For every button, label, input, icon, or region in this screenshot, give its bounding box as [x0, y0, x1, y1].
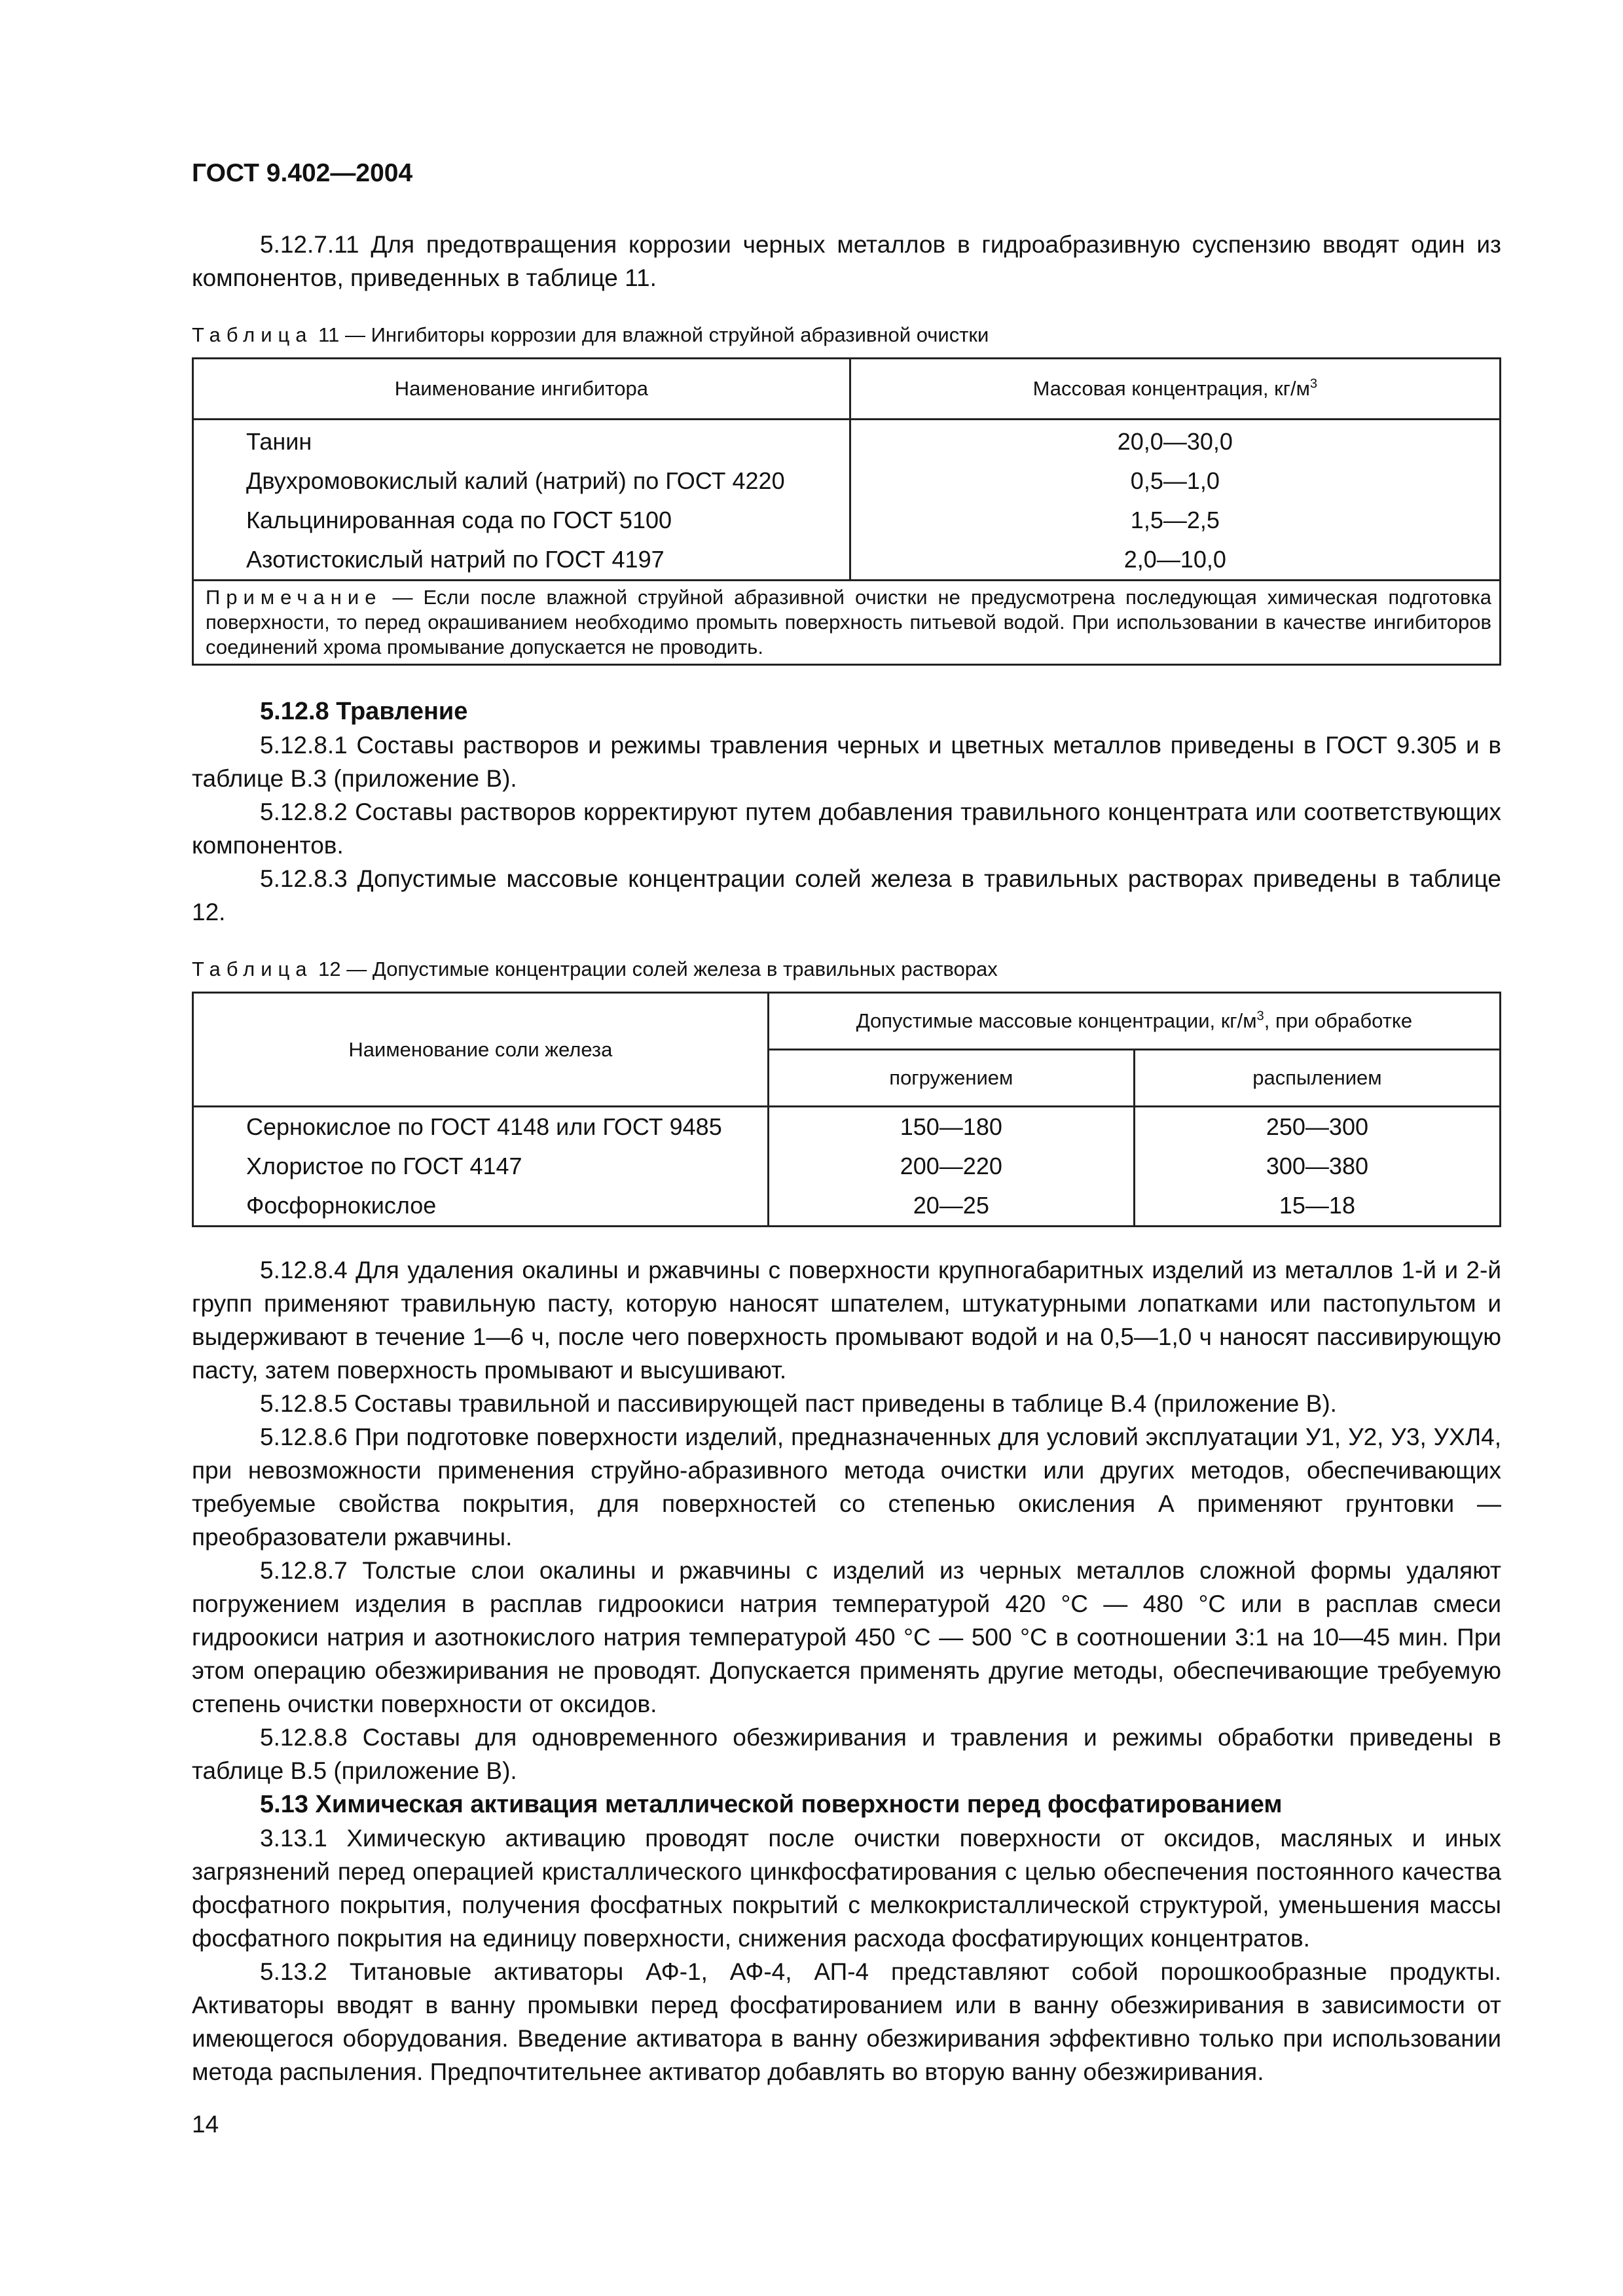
table-row — [193, 461, 1501, 501]
table-row — [193, 1147, 1501, 1186]
table-11 — [192, 357, 1501, 666]
inhibitor-name: Танин — [193, 420, 850, 462]
inhibitor-concentration: 2,0—10,0 — [850, 540, 1500, 581]
table-note-row — [193, 581, 1501, 665]
column-header-group — [768, 993, 1500, 1050]
column-header-concentration — [850, 359, 1500, 420]
inhibitor-name: Азотистокислый натрий по ГОСТ 4197 — [193, 540, 850, 581]
table-row — [193, 540, 1501, 581]
caption-text: 11 — Ингибиторы коррозии для влажной струйной абразивной очистки — [312, 323, 989, 346]
inhibitor-concentration: 20,0—30,0 — [850, 420, 1500, 462]
note-text: — Если после влажной струйной абразивной очистки не предусмотрена последующая химическая подготовка поверхности, то перед окрашиванием необходимо промыть поверхность питьевой водой. При использовании в качестве ингибиторов соединений хрома промывание допускается не проводить. — [206, 586, 1491, 658]
superscript: 3 — [1309, 376, 1318, 391]
paragraph-5-12-8-1: 5.12.8.1 Составы растворов и режимы травления черных и цветных металлов приведены в ГОСТ 9.305 и в таблице В.3 (приложение В). — [192, 732, 1501, 792]
paragraph-5-12-8-7: 5.12.8.7 Толстые слои окалины и ржавчины с изделий из черных металлов сложной формы удаляют погружением изделия в расплав гидроокиси натрия температурой 420 °С — 480 °С или в расплав смеси гидроокиси натрия и азотнокислого натрия температурой 450 °С — 500 °С в соотношении 3:1 на 10—45 мин. При этом операцию обезжиривания не проводят. Допускается применять другие методы, обеспечивающие требуемую степень очистки поверхности от оксидов. — [192, 1557, 1501, 1717]
column-header-spraying: распылением — [1134, 1050, 1500, 1107]
note-word: Примечание — [206, 586, 382, 609]
table-11-caption — [192, 321, 1501, 350]
table-row — [193, 420, 1501, 462]
paragraph-5-13-2: 5.13.2 Титановые активаторы АФ-1, АФ-4, АП-4 представляют собой порошкообразные продукты. Активаторы вводят в ванну промывки перед фосфатированием или в ванну обезжиривания в зависимости от имеющегося оборудования. Введение активатора в ванну обезжиривания эффективно только при использовании метода распыления. Предпочтительнее активатор добавлять во вторую ванну обезжиривания. — [192, 1958, 1501, 2085]
salt-name: Хлористое по ГОСТ 4147 — [193, 1147, 769, 1186]
inhibitor-concentration: 0,5—1,0 — [850, 461, 1500, 501]
superscript: 3 — [1256, 1009, 1264, 1024]
immersion-value: 150—180 — [768, 1107, 1134, 1147]
column-header-inhibitor: Наименование ингибитора — [193, 359, 850, 420]
column-header-text: Массовая концентрация, кг/м — [1032, 377, 1310, 400]
table-12-caption — [192, 955, 1501, 984]
section-heading-5-12-8: 5.12.8 Травление — [260, 698, 468, 725]
column-header-immersion: погружением — [768, 1050, 1134, 1107]
document-page — [192, 157, 1501, 2089]
paragraph-5-12-8-5: 5.12.8.5 Составы травильной и пассивирующей паст приведены в таблице В.4 (приложение В). — [260, 1390, 1337, 1417]
caption-word: Таблица — [192, 323, 313, 346]
document-header: ГОСТ 9.402—2004 — [192, 159, 413, 187]
immersion-value: 20—25 — [768, 1186, 1134, 1227]
paragraph-5-12-8-2: 5.12.8.2 Составы растворов корректируют путем добавления травильного концентрата или соответствующих компонентов. — [192, 798, 1501, 859]
paragraph-5-12-7-11: 5.12.7.11 Для предотвращения коррозии черных металлов в гидроабразивную суспензию вводят один из компонентов, приведенных в таблице 11. — [192, 231, 1501, 291]
inhibitor-name: Двухромовокислый калий (натрий) по ГОСТ 4220 — [193, 461, 850, 501]
caption-text: 12 — Допустимые концентрации солей железа в травильных растворах — [312, 958, 998, 980]
spraying-value: 300—380 — [1134, 1147, 1500, 1186]
table-12 — [192, 992, 1501, 1227]
section-heading-5-13: 5.13 Химическая активация металлической поверхности перед фосфатированием — [260, 1791, 1283, 1818]
table-row — [193, 1107, 1501, 1147]
table-row — [193, 1186, 1501, 1227]
table-header-row — [193, 359, 1501, 420]
paragraph-5-12-8-3: 5.12.8.3 Допустимые массовые концентрации солей железа в травильных растворах приведены в таблице 12. — [192, 865, 1501, 925]
salt-name: Фосфорнокислое — [193, 1186, 769, 1227]
inhibitor-concentration: 1,5—2,5 — [850, 501, 1500, 540]
spraying-value: 250—300 — [1134, 1107, 1500, 1147]
paragraph-5-12-8-8: 5.12.8.8 Составы для одновременного обезжиривания и травления и режимы обработки приведены в таблице В.5 (приложение В). — [192, 1724, 1501, 1784]
spraying-value: 15—18 — [1134, 1186, 1500, 1227]
immersion-value: 200—220 — [768, 1147, 1134, 1186]
table-header-row — [193, 993, 1501, 1050]
table-row — [193, 501, 1501, 540]
inhibitor-name: Кальцинированная сода по ГОСТ 5100 — [193, 501, 850, 540]
page-number: 14 — [192, 2111, 219, 2138]
group-header-text: Допустимые массовые концентрации, кг/м — [856, 1009, 1257, 1032]
group-header-suffix: , при обработке — [1264, 1009, 1413, 1032]
column-header-salt: Наименование соли железа — [193, 993, 769, 1107]
table-note — [193, 581, 1501, 665]
paragraph-5-12-8-4: 5.12.8.4 Для удаления окалины и ржавчины с поверхности крупногабаритных изделий из металлов 1-й и 2-й групп применяют травильную пасту, которую наносят шпателем, штукатурными лопатками или пастопультом и выдерживают в течение 1—6 ч, после чего поверхность промывают водой и на 0,5—1,0 ч наносят пассивирующую пасту, затем поверхность промывают и высушивают. — [192, 1257, 1501, 1384]
paragraph-5-12-8-6: 5.12.8.6 При подготовке поверхности изделий, предназначенных для условий эксплуатации У1, У2, У3, УХЛ4, при невозможности применения струйно-абразивного метода очистки или других методов, обеспечивающих требуемые свойства покрытия, для поверхностей со степенью окисления А применяют грунтовки — преобразователи ржавчины. — [192, 1424, 1501, 1551]
paragraph-3-13-1: 3.13.1 Химическую активацию проводят после очистки поверхности от оксидов, масляных и иных загрязнений перед операцией кристаллического цинкфосфатирования с целью обеспечения постоянного качества фосфатного покрытия, получения фосфатных покрытий с мелкокристаллической структурой, уменьшения массы фосфатного покрытия на единицу поверхности, снижения расхода фосфатирующих концентратов. — [192, 1825, 1501, 1952]
caption-word: Таблица — [192, 958, 313, 980]
salt-name: Сернокислое по ГОСТ 4148 или ГОСТ 9485 — [193, 1107, 769, 1147]
